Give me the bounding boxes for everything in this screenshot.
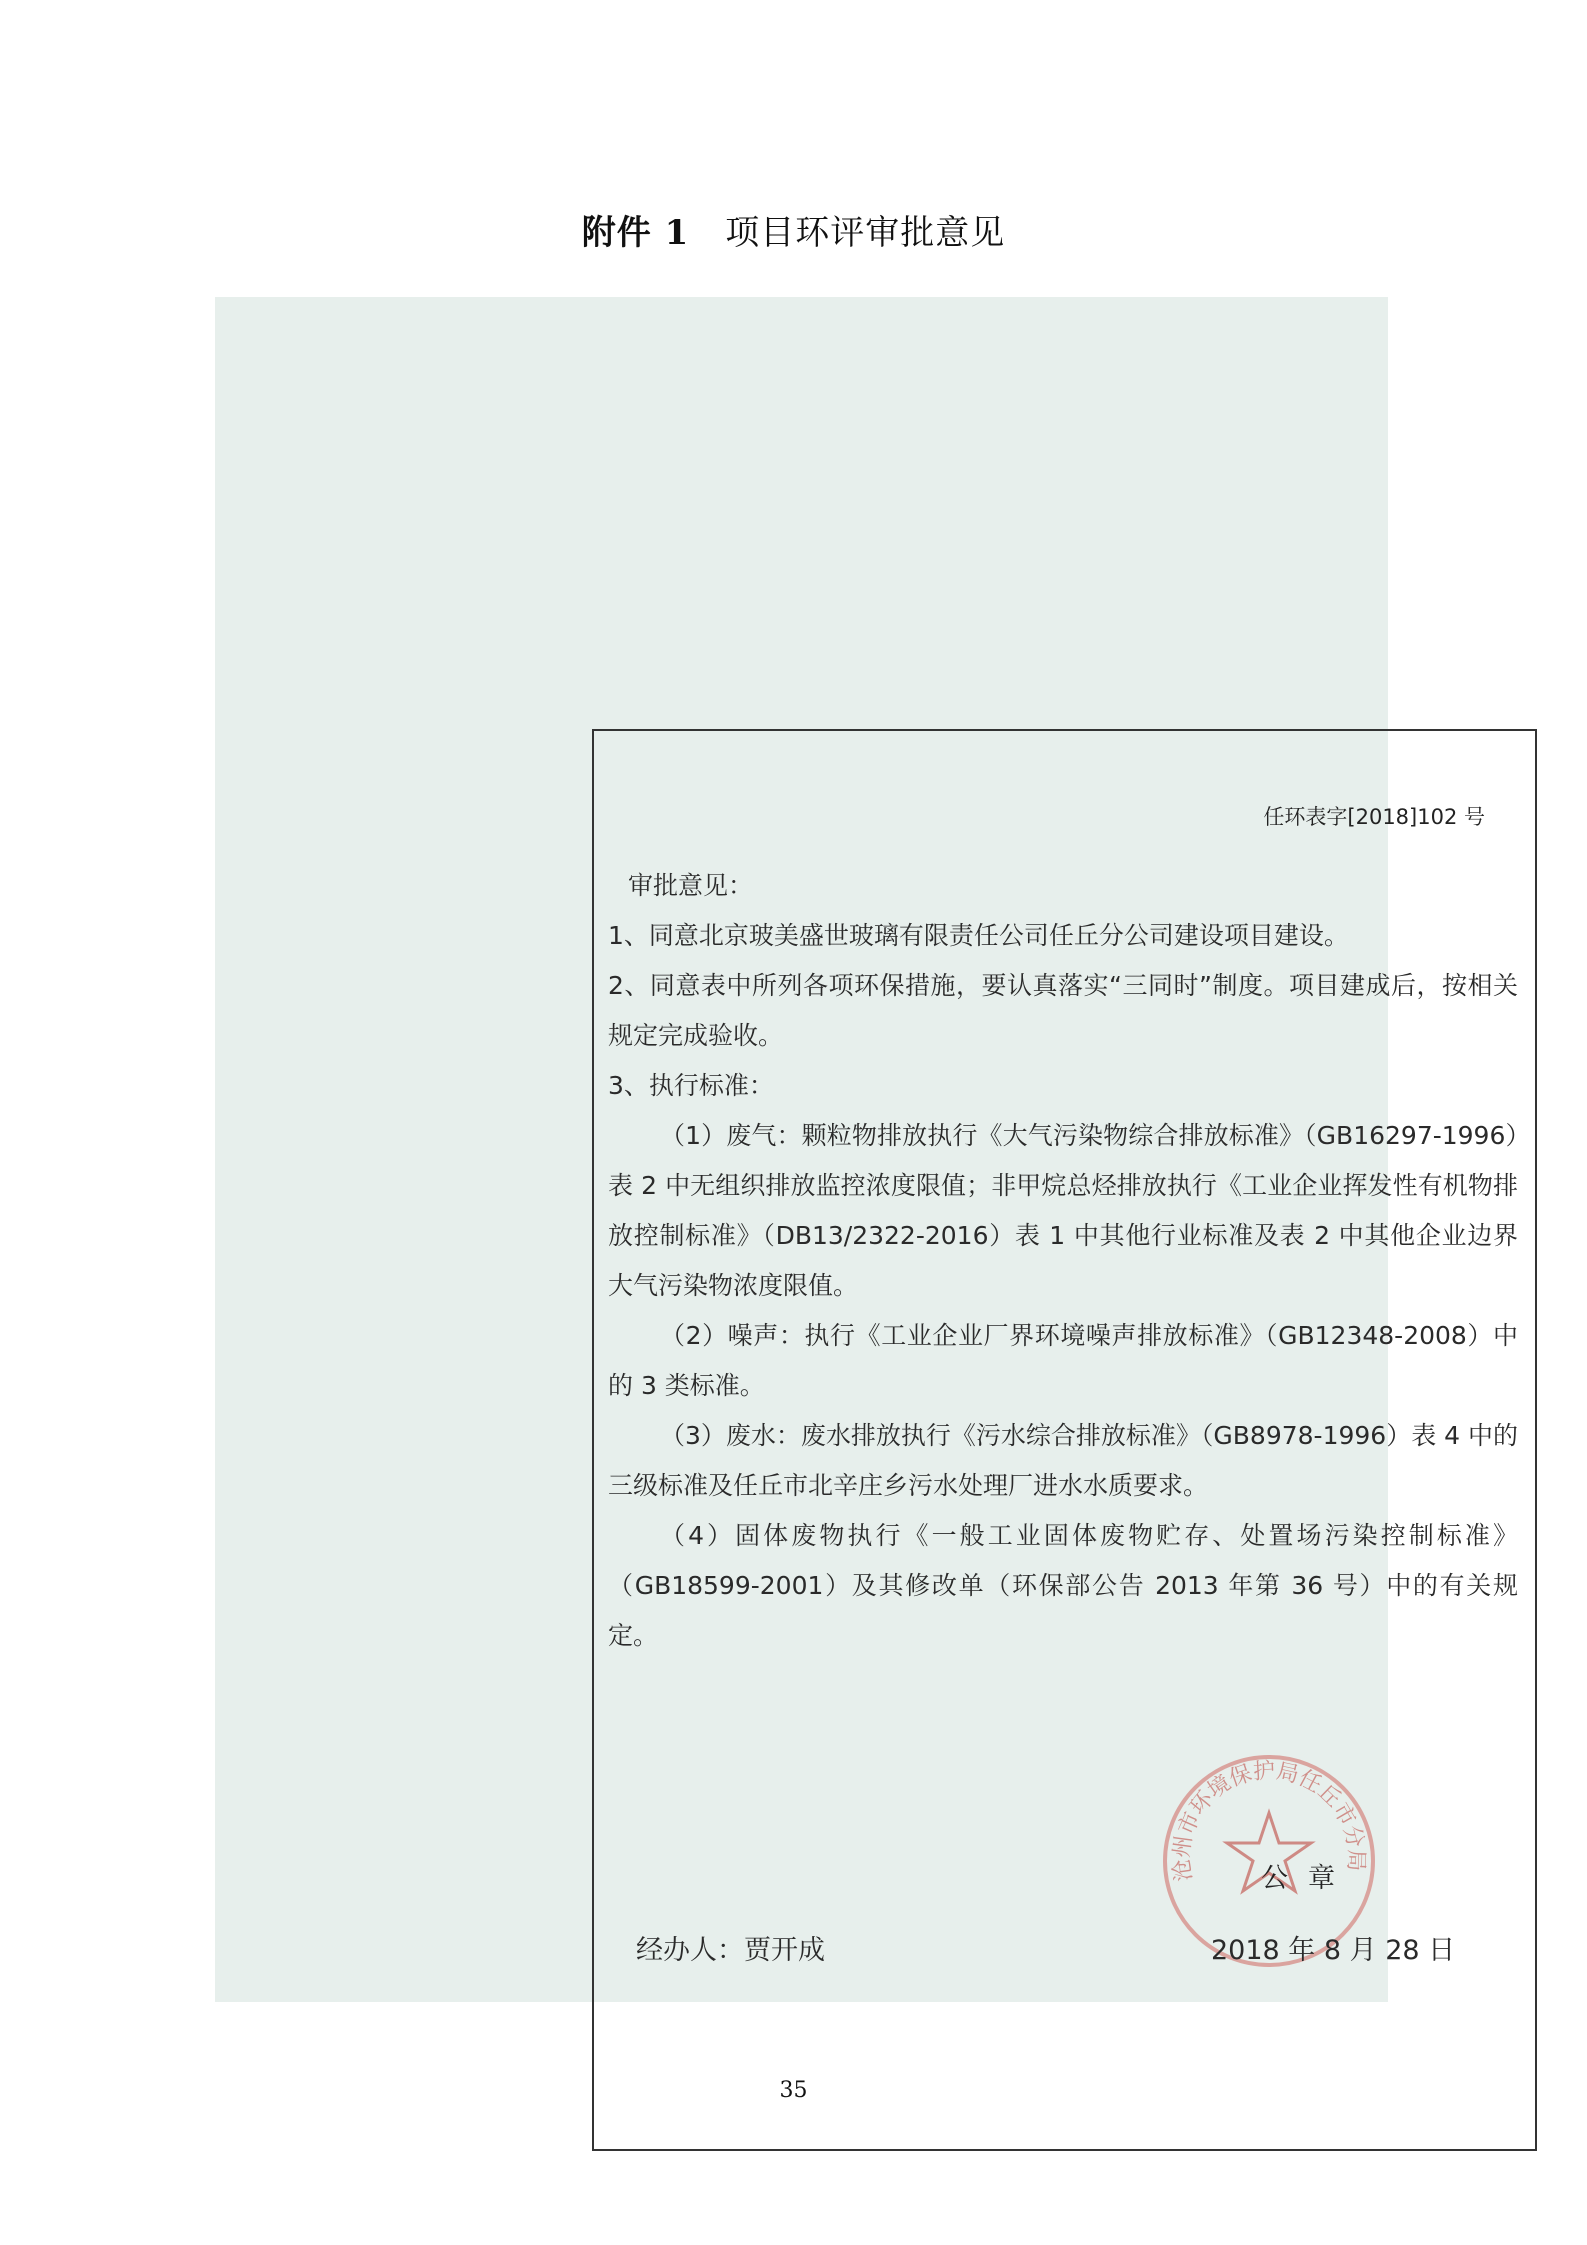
attachment-heading bbox=[0, 205, 1587, 254]
standard-solid-waste: （4）固体废物执行《一般工业固体废物贮存、处置场污染控制标准》（GB18599-2001）及其修改单（环保部公告 2013 年第 36 号）中的有关规定。 bbox=[608, 1521, 1518, 1650]
handler-name: 贾开成 bbox=[744, 1935, 825, 1966]
approval-text bbox=[608, 861, 1518, 1661]
standard-exhaust-gas: （1）废气：颗粒物排放执行《大气污染物综合排放标准》（GB16297-1996）表 2 中无组织排放监控浓度限值；非甲烷总烃排放执行《工业企业挥发性有机物排放控制标准》（DB13/2322-2016）表 1 中其他行业标准及表 2 中其他企业边界大气污染物浓度限值。 bbox=[608, 1121, 1518, 1300]
attachment-title: 项目环评审批意见 bbox=[725, 213, 1006, 253]
opinion-heading: 审批意见： bbox=[628, 871, 754, 900]
document-number: 任环表字[2018]102 号 bbox=[1263, 805, 1485, 829]
opinion-item-3: 3、执行标准： bbox=[608, 1071, 774, 1100]
handler-label: 经办人： bbox=[636, 1935, 744, 1966]
opinion-item-2: 2、同意表中所列各项环保措施，要认真落实“三同时”制度。项目建成后，按相关规定完成验收。 bbox=[608, 971, 1518, 1050]
standard-wastewater: （3）废水：废水排放执行《污水综合排放标准》（GB8978-1996）表 4 中的三级标准及任丘市北辛庄乡污水处理厂进水水质要求。 bbox=[608, 1421, 1518, 1500]
standard-noise: （2）噪声：执行《工业企业厂界环境噪声排放标准》（GB12348-2008）中的 3 类标准。 bbox=[608, 1321, 1518, 1400]
scanned-approval-photo bbox=[215, 297, 1518, 2002]
opinion-item-1: 1、同意北京玻美盛世玻璃有限责任公司任丘分公司建设项目建设。 bbox=[608, 921, 1349, 950]
seal-label: 公章 bbox=[1261, 1863, 1355, 1894]
attachment-label: 附件 1 bbox=[581, 213, 690, 253]
handler bbox=[636, 1928, 825, 1967]
approval-form-frame bbox=[592, 729, 1537, 2151]
approval-date: 2018 年 8 月 28 日 bbox=[1211, 1935, 1456, 1966]
page-number: 35 bbox=[779, 2078, 808, 2103]
seal-ring-text: 沧州市环境保护局任丘市分局 bbox=[1169, 1758, 1369, 1883]
